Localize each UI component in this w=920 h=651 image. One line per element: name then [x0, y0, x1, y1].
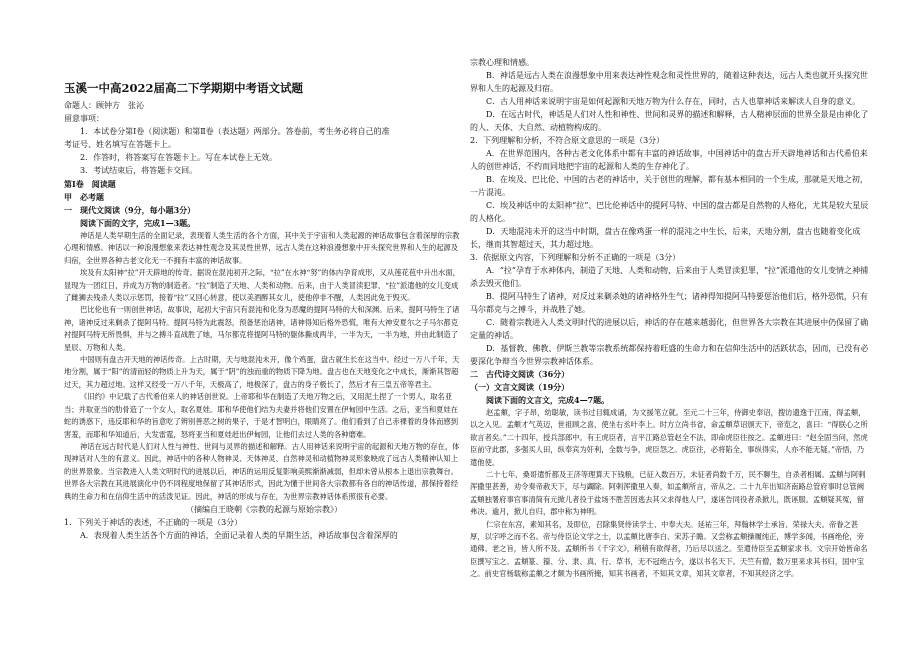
- question-item: 2．下列理解和分析，不符合原文意思的一项是（3分）: [470, 136, 665, 145]
- question-item: B．在埃及、巴比伦、中国的古老的神话中，关于创世的理解，都有基本相同的一个生成，那就是天地之初，一片混沌。: [470, 175, 868, 197]
- passage-paragraph: 神话是人类早期生活的全面记录，表现着人类生活的各个方面，其中关于宇宙和人类起源的神话故事包含着深厚的宗教心理和情感。神话以一种浪漫想象来表达神性观念及其灵性世界，远古人类在这种浪漫想象中开头探究世界和人生的起源及归宿，全世界各种古老文化无一不拥有丰富的神话故事。: [64, 231, 460, 265]
- notice-3: 3．考试结束后，将答题卡交回。: [80, 166, 198, 175]
- left-column: [64, 80, 464, 542]
- question-item: D．在远古时代，神话是人们对人性和神性、世间和灵界的描述和解释，古人精神层面的世界全景是由神化了的人、天体、大自然、动植物构成的。: [470, 110, 869, 132]
- question-1-option-a: A．表现着人类生活各个方面的神话，全面记录着人类的早期生活，神话故事包含着深厚的: [80, 530, 398, 540]
- classical-paragraph: 赵孟頫，字子昂，幼聪敏，读书过目辄成诵，为文援笔立就。至元二十三年，侍御史奉诏，搜访遗逸于江南，得孟頫，以之入见。孟頫才气英迈，世祖顾之喜，使坐右丞叶李上。时方立尚书省，命孟頫草诏颁天下，帝览之，喜曰：“得朕心之所欲言者矣。”二十四年，授兵部郎中。有王虎臣者，言平江路总管赵全不法，即命虎臣往按之。孟頫进曰：“赵全固当问，然虎臣前守此郡，多强买人田，纵奉宾为奸利，全数与争，虎臣怨之。虎臣往，必将陷全，事纵得实，人亦不能无疑。”帝悟，乃遣他使。: [470, 408, 868, 467]
- passage-paragraph: 埃及有太阳神“拉”开天辟地的传奇。据说在混沌初开之际，“拉”在水神“努”的体内孕育成形，又从莲花苞中升出水面，显现为一团红日，并成为万物的制造者。“拉”制造了天地、人类和动物。后来，由于人类冒渎犯罪，“拉”派遣他的女儿变成了雌狮去残杀人类以示惩罚，接着“拉”又回心转意，使以美酒醉其女儿，使他停非不醒，人类因此免于毁灭。: [64, 268, 460, 303]
- question-item: D．基督教、佛教、伊斯兰教等宗教系统都保持着旺盛的生命力和在信仰生活中的活跃状态，因而，已没有必要深化争辩当今世界宗教神话体系。: [470, 344, 869, 366]
- classical-paragraph: 仁宗在东宫，素知其名，及即位，召除集贤侍读学士、中奉大夫。延祐三年，拜翰林学士承旨、荣禄大夫。帝眷之甚厚，以字呼之而不名。帝与侍臣论文学之士，以孟頫比唐李白、宋苏子瞻。又尝称孟頫操履纯正，博学多闻，书画绝伦，旁通佛、老之旨，皆人所不及。孟頫所书《千字文》，稍稍有欲得者，乃后尽以送之。至遣侍臣至孟頫家求书。文宗开始皆命名臣撰写宝之。孟頫篆、籀、分、隶、真、行、草书，无不冠绝古今，遂以书名天下。天竺有僧，数万里来求其书归，国中宝之。前史官杨载称孟頫之才颇为书画所掩，知其书画者，不知其文章，知其文章者，不知其经济之学。: [470, 519, 868, 579]
- question-item: 宗教心理和情感。: [470, 58, 534, 67]
- passage-source: （摘编自王晓朝《宗教的起源与原始宗教》）: [186, 504, 342, 514]
- question-item: C．古人用神话来说明宇宙是如何起源和天地万物为什么存在，同时，古人也靠神话来解读人自身的意义。: [486, 97, 861, 106]
- notice-1b: 考证号、姓名填写在答题卡上。: [64, 140, 176, 149]
- question-item: C．埃及神话中的太阳神“拉”、巴比伦神话中的提阿马特、中国的盘古都是自然物的人格化，尤其是较大星辰的人格化。: [470, 201, 869, 223]
- question-item: C．随着宗教进入人类文明时代的进展以后，神话的存在越来越弱化，但世界各大宗教在其进展中仍保留了确定量的神话。: [470, 318, 869, 340]
- classical-passage: [470, 407, 870, 581]
- question-item: A．在世界范围内，各种古老文化体系中都有丰富的神话故事，中国神话中的盘古开天辟地神话和古代希伯来人的创世神话，不约而同地把宇宙的起源和人类的生存神化了。: [470, 149, 868, 171]
- question-item: （一）文言文阅读（19分）: [470, 382, 570, 392]
- notice-heading: 留意事项：: [64, 114, 104, 123]
- question-item: D．天地混沌未开的这当中时期，盘古在像鸡蛋一样的混沌之中生长，后来，天地分割，盘古也随着变化成长，继而其智超过天，其力超过地。: [470, 227, 861, 249]
- question-item: 阅读下面的文言文，完成4—7题。: [486, 395, 610, 405]
- passage-paragraph: 巴比伦也有一则创世神话，故事说，起初大宇宙只有混沌和化身为恶魔的提阿马特的大和深渊。后来，提阿马特生了诸神，诸神反过来剿杀了提阿马特。提阿马特为此震怒，预备惩治诸神，诸神得知后格外恐慌，唯有大神安夏尔之子马尔都克衬提阿马特无所畏惧，并与之搏斗直战胜了她，马尔都克将提阿马特的躯体撕成两半，一半为天，一半为地，并由此制造了星辰、万物和人类。: [64, 305, 460, 352]
- passage-paragraph: 神话在远古时代是人们对人性与神性、世间与灵界的描述和解释。古人用神话来说明宇宙的起源和天地万物的存在，体现神话对人生的有意义。因此，神话中的各种人物神灵、天体神灵、自然神灵和动植物神灵形象映成了远古人类精神认知上的世界景象。当宗教进入人类文明时代的进展以后，神话的运用反复影响美熙渐渐减弱，但却未曾从根本上退出宗教舞台。世界各大宗教在其进展演化中仍不同程度地保留了其神话形式，因此为懂于世间各大宗教都有各自的神话传道，都保持着经典的生命力和在信仰生活中的活泼见证。因此，神话的形成与存在，为世界宗教神话体系照很有必要。: [64, 441, 460, 501]
- passage: [64, 230, 464, 503]
- question-1: 1．下列关于神话的表述，不正确的一项是（3分）: [64, 517, 243, 527]
- authors: 命题人：顾钟方 张沁: [64, 101, 144, 110]
- section-1-heading: 一 现代文阅读（9分，每小题3分）: [64, 205, 196, 215]
- passage-paragraph: 中国则有盘古开天地的神话传奇。上古时期，天与地混沌未开，像个鸡蛋，盘古就生长在这当中。经过一万八千年，天地分割，属于“阳”的清而轻的物质上升为天，属于“阴”的浊而重的物质下降为地。盘古也在天地变化之中成长，渐渐其智超过天，其力超过地。这样又经受一万八千年，天极高了，地极深了，盘古的身子极长了，然后才有三皇五帝等君主。: [64, 355, 460, 389]
- question-item: 3．依据原文内容，下列理解和分析不正确的一项是（3分）: [470, 253, 681, 262]
- required-heading: 甲 必考题: [64, 192, 104, 202]
- question-list: [470, 56, 870, 407]
- passage-paragraph: 《旧约》中记载了古代希伯来人的神话创世说。上帝耶和华在制造了天地万物之后，又用泥土捏了一个男人，取名亚当；并取亚当的肋骨造了一个女人，取名夏娃。耶和华使他们结为夫妻并将他们安置在伊甸园中生活。之后，亚当和夏娃在蛇的诱惑下，违反耶和华的旨意吃了辨别善恶之树的果子，于是才智明白，眼睛亮了。他们看到了自己赤裸着的身体而感到害羞，而耶和华知道后，大发雷霆，怒将亚当和夏娃赶出伊甸园，让他们去过人类的各种磨难。: [64, 392, 459, 439]
- question-item: 二 古代诗文阅读（36分）: [470, 369, 570, 379]
- page-title: 玉溪一中高2022届高二下学期期中考语文试题: [64, 81, 304, 95]
- question-item: B．提阿马特生了诸神，对反过来剿杀她的诸神格外生气；诸神得知提阿马特要惩治他们后，格外恐慌，只有马尔都克与之搏斗，并战胜了她。: [470, 292, 868, 314]
- question-item: A．“拉”孕育于水神体内，制造了天地、人类和动物，后来由于人类冒渎犯罪，“拉”派遣他的女儿变情之神捕杀去毁灭他们。: [470, 266, 869, 288]
- question-item: B．神话是远古人类在浪漫想象中用来表达神性观念和灵性世界的，随着这种表达，远古人类也就开头探究世界和人生的起源及归宿。: [470, 71, 868, 93]
- section-1-instruction: 阅读下面的文字，完成1—3题。: [80, 218, 196, 228]
- right-column: [470, 56, 870, 581]
- classical-paragraph: 二十七年，桑哥遣忻都及王济等理算天下钱粮，已征入数百万，未征者尚数千万，民不聊生，自杀者相属。孟頫与阿剌浑撒里甚善，劝令奏帝赦天下，尽与蠲除。阿剌浑撒里入奏，如孟頫所言，帝从之。二十九年出知济南路总管府事时总管阙孟頫独署府事官事清简有元掀儿者役于盐场不胜苦因逃去其父求得他人尸，遂诬告同役者杀掀儿，既诬服。孟頫疑其冤，留弗决。逾月，掀儿自归，郡中称为神明。: [470, 470, 866, 517]
- volume-heading: 第Ⅰ卷 阅读题: [64, 179, 116, 189]
- notice-2: 2．作答时，将答案写在答题卡上。写在本试卷上无效。: [80, 153, 278, 162]
- notice-1: 1．本试卷分第Ⅰ卷（阅读题）和第Ⅱ卷（表达题）两部分。答卷前，考生务必将自己的准: [80, 127, 390, 136]
